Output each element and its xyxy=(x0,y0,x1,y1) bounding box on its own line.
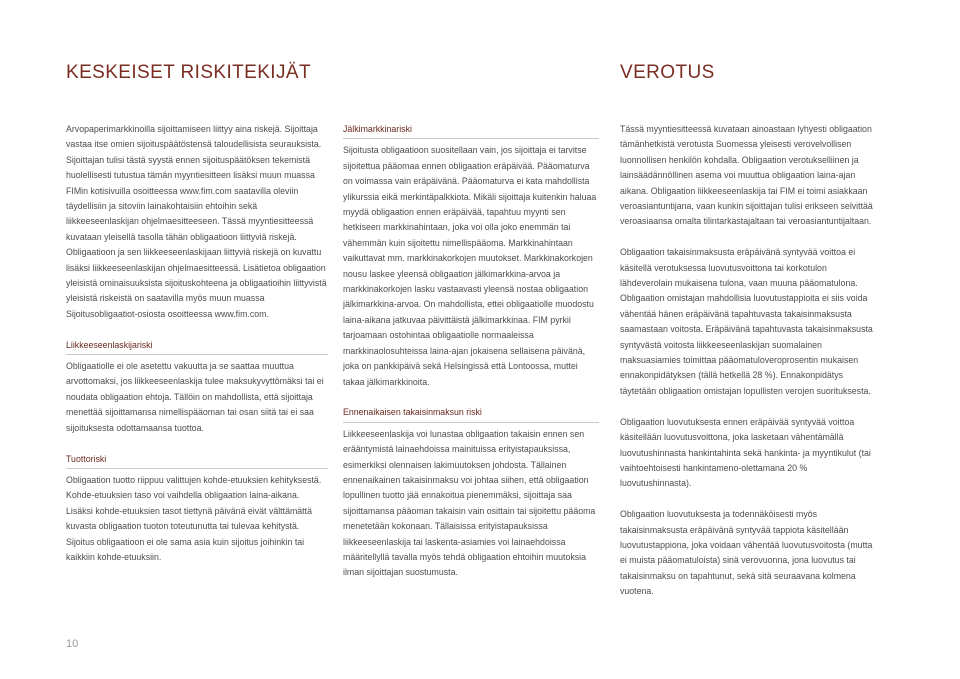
page-number: 10 xyxy=(66,638,79,650)
subheading-return-risk: Tuottoriski xyxy=(66,452,328,469)
tax-paragraph-4: Obligaation luovutuksesta ja todennäköisesti myös takaisinmaksusta eräpäivänä syntyvää tappiota käsitellään luovutustappiona, joka voidaan vähentää luovutusvoitosta (mutta ei muista pääomatuloista) sinä verovuonna, jona luovutus tai takaisinmaksu on tapahtunut, sekä sitä seuraavana kolmena vuotena. xyxy=(620,509,873,597)
subheading-secondary-market-risk: Jälkimarkkinariski xyxy=(343,122,599,139)
secondary-market-paragraph: Sijoitusta obligaatioon suositellaan vain, jos sijoittaja ei tarvitse sijoitettua pääomaa ennen obligaation eräpäivää. Pääomaturva on voimassa vain eräpäivänä. Pääomaturva ei kata mahdollista ylikurssia eikä merkintäpalkkiota. Mikäli sijoittaja kuitenkin haluaa myydä obligaation ennen eräpäivää, tapahtuu myynti sen hetkiseen markkinahintaan, joka voi olla joko enemmän tai vähemmän kuin sijoitettu nimellispääoma. Markkinahintaan vaikuttavat mm. markkinakorkojen muutokset. Markkinakorkojen nousu laskee yleensä obligaation jälkimarkkina-arvoa ja markkinakorkojen lasku vastaavasti yleensä nostaa obligaation jälkimarkkina-arvoa. On mahdollista, ettei obligaatiolle muodostu laina-aikana jatkuvaa päivittäistä jälkimarkkinaa. FIM pyrkii tarjoamaan ostohintaa obligaatiolle normaaleissa markkinaolosuhteissa laina-ajan jokaisena sellaisena päivänä, joka on pankkipäivä sekä Helsingissä että Lontoossa, muttei takaa jälkimarkkinoita. xyxy=(343,145,597,387)
early-redemption-paragraph: Liikkeeseenlaskija voi lunastaa obligaation takaisin ennen sen erääntymistä lainaehdoissa mainituissa erityistapauksissa, esimerkiksi olennaisen lakimuutoksen johdosta. Tällainen ennenaikainen takaisinmaksu voi johtaa siihen, että obligaation lopullinen tuotto jää ennakoitua pienemmäksi, sijoittaja saa sijoittamansa pääoman takaisin vain osittain tai sijoitettu pääoma menetetään kokonaan. Tällaisissa erityistapauksissa liikkeeseenlaskija tai laskenta-asiamies voi lainaehdoissa määritellyllä tavalla myös tehdä obligaation ehtoihin muutoksia ilman sijoittajan suostumusta. xyxy=(343,428,596,578)
column-taxation xyxy=(620,122,880,615)
column-risks-2 xyxy=(343,122,599,596)
tax-paragraph-3: Obligaation luovutuksesta ennen eräpäivää syntyvää voittoa käsitellään luovutusvoittona, joka lasketaan vähentämällä luovutushinnasta hankintahinta sekä hankinta- ja myyntikulut (tai vaihtoehtoisesti hankintameno-olettamana 20 % luovutushinnasta). xyxy=(620,416,871,489)
return-risk-paragraph: Obligaation tuotto riippuu valittujen kohde-etuuksien kehityksestä. Kohde-etuuksien taso voi vaihdella obligaation laina-aikana. Lisäksi kohde-etuuksien tasot tiettynä päivänä eivät välttämättä kuvasta obligaation tuoton toteutunutta tai tulevaa kehitystä. Sijoitus obligaatioon ei ole sama asia kuin sijoitus joihinkin tai kaikkiin kohde-etuuksiin. xyxy=(66,474,322,562)
tax-paragraph-1: Tässä myyntiesitteessä kuvataan ainoastaan lyhyesti obligaation tämänhetkistä verotusta Suomessa yleisesti verovelvollisen luonnollisen henkilön kohdalla. Obligaation verotukselliinen ja lainsäädännöllinen asema voi muuttua obligaation laina-ajan aikana. Obligaation liikkeeseenlaskija tai FIM ei toimi asiakkaan veroasiantuntijana, vaan kunkin sijoittajan tulisi erikseen selvittää veroasiaansa omalta tilintarkastajaltaan tai veroasiantuntijaltaan. xyxy=(620,124,873,227)
heading-key-risks: KESKEISET RISKITEKIJÄT xyxy=(66,62,311,83)
subheading-issuer-risk: Liikkeeseenlaskijariski xyxy=(66,338,328,355)
heading-taxation: VEROTUS xyxy=(620,62,715,83)
column-risks-1 xyxy=(66,122,328,581)
tax-paragraph-2: Obligaation takaisinmaksusta eräpäivänä syntyvää voittoa ei käsitellä verotuksessa luovutusvoittona tai korkotulon lähdeverolain mukaisena tulona, vaan muuna pääomatulona. Obligaation omistajan mahdollisia luovutustappioita ei siis voida vähentää hänen eräpäivänä tapahtuvasta takaisinmaksusta saamastaan voitosta. Eräpäivänä tapahtuvasta takaisinmaksusta syntyvästä voitosta liikkeeseenlaskijan suomalainen maksuasiamies toimittaa pääomatuloveroprosentin mukaisen ennakonpidätyksen (tällä hetkellä 28 %). Ennakonpidätys täytetään obligaation omistajan lopullisten verojen suorituksesta. xyxy=(620,247,873,396)
intro-paragraph: Arvopaperimarkkinoilla sijoittamiseen liittyy aina riskejä. Sijoittaja vastaa itse omien sijoituspäätöstensä taloudellisista seurauksista. Sijoittajan tulisi tästä syystä ennen sijoituspäätöksen tekemistä huolellisesti tutustua tämän myyntiesitteen lisäksi muun muassa FIMin kotisivuilla osoitteessa www.fim.com saatavilla oleviin täydellisiin ja sitoviin lainakohtaisiin ehtoihin sekä liikkeeseenlaskijan ohjelmaesitteeseen. Tässä myyntiesitteessä kuvataan yleisellä tasolla tähän obligaatioon liittyviä riskejä. Obligaatioon ja sen liikkeeseenlaskijaan liittyviä riskejä on kuvattu lisäksi liikkeeseenlaskijan ohjelmaesitteessä. Lisätietoa obligaation yleisistä ominaisuuksista sijoituskohteena ja obligaatioihin liittyvistä yleisistä riskeistä on saatavilla myös muun muassa Sijoitusobligaatiot-osiosta osoitteessa www.fim.com. xyxy=(66,124,327,319)
subheading-early-redemption-risk: Ennenaikaisen takaisinmaksun riski xyxy=(343,405,599,422)
issuer-risk-paragraph: Obligaatiolle ei ole asetettu vakuutta ja se saattaa muuttua arvottomaksi, jos liikkeeseenlaskija tulee maksukyvyttömäksi tai ei noudata obligaation ehtoja. Tällöin on mahdollista, että sijoittaja menettää sijoittamansa nimellispääoman tai osan siitä tai ei saa sijoituksesta odottamaansa tuottoa. xyxy=(66,361,324,433)
